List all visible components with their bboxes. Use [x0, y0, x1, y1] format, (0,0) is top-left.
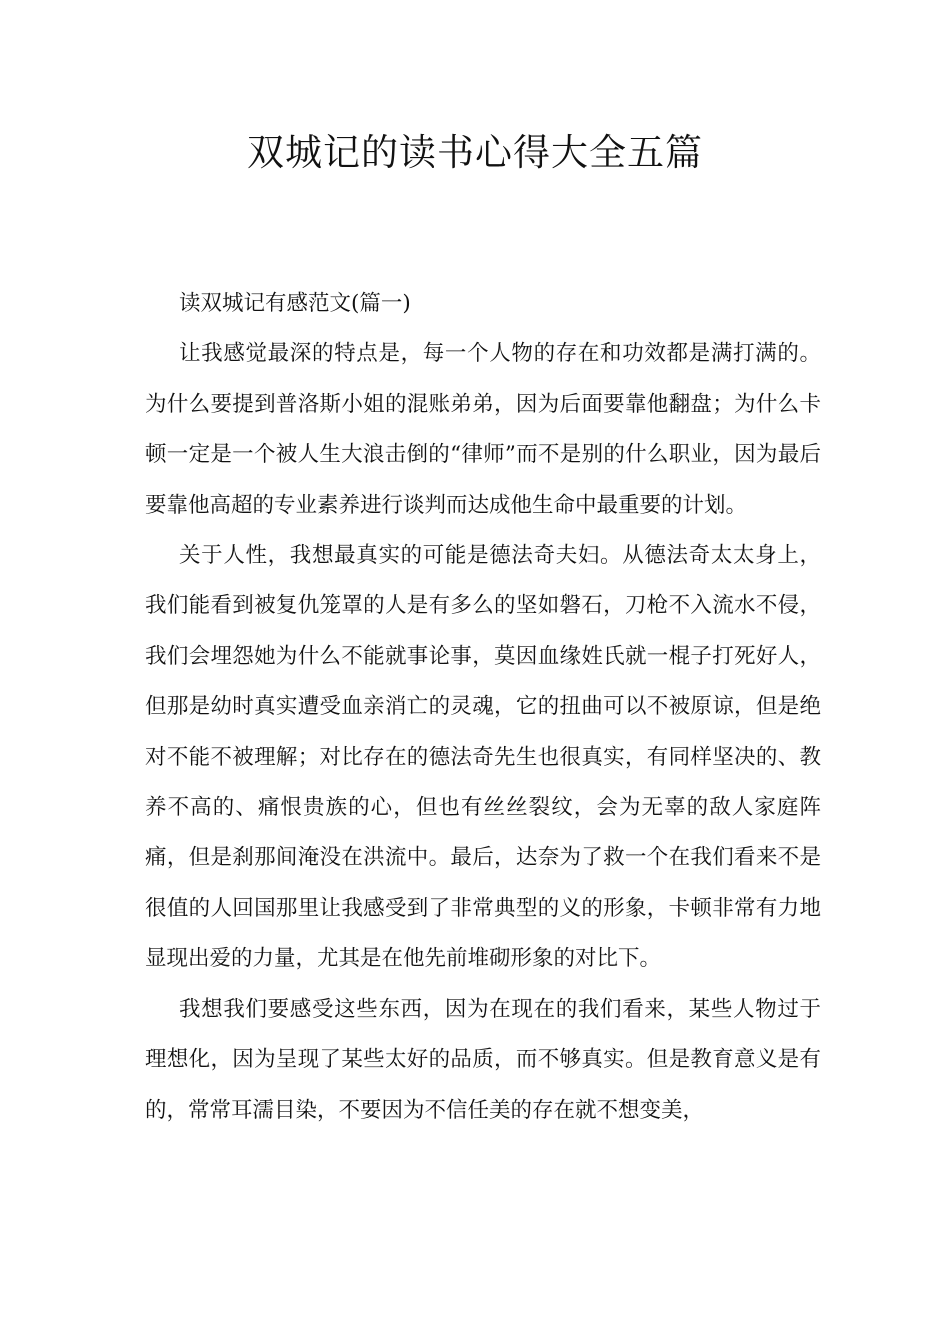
paragraph-3: 我想我们要感受这些东西，因为在现在的我们看来，某些人物过于理想化，因为呈现了某些太好的品质，而不够真实。但是教育意义是有的，常常耳濡目染，不要因为不信任美的存在就不想变美，	[145, 996, 821, 1123]
paragraph-1: 让我感觉最深的特点是，每一个人物的存在和功效都是满打满的。为什么要提到普洛斯小姐的混账弟弟，因为后面要靠他翻盘；为什么卡顿一定是一个被人生大浪击倒的“律师”而不是别的什么职业，因为最后要靠他高超的专业素养进行谈判而达成他生命中最重要的计划。	[145, 341, 821, 518]
section-heading: 读双城记有感范文(篇一)	[179, 291, 411, 316]
document-title: 双城记的读书心得大全五篇	[247, 131, 703, 174]
paragraph-2: 关于人性，我想最真实的可能是德法奇夫妇。从德法奇太太身上，我们能看到被复仇笼罩的人是有多么的坚如磐石，刀枪不入流水不侵，我们会埋怨她为什么不能就事论事，莫因血缘姓氏就一棍子打死好人，但那是幼时真实遭受血亲消亡的灵魂，它的扭曲可以不被原谅，但是绝对不能不被理解；对比存在的德法奇先生也很真实，有同样坚决的、教养不高的、痛恨贵族的心，但也有丝丝裂纹，会为无辜的敌人家庭阵痛，但是刹那间淹没在洪流中。最后，达奈为了救一个在我们看来不是很值的人回国那里让我感受到了非常典型的义的形象，卡顿非常有力地显现出爱的力量，尤其是在他先前堆砌形象的对比下。	[145, 543, 821, 972]
document-body	[145, 279, 821, 1136]
